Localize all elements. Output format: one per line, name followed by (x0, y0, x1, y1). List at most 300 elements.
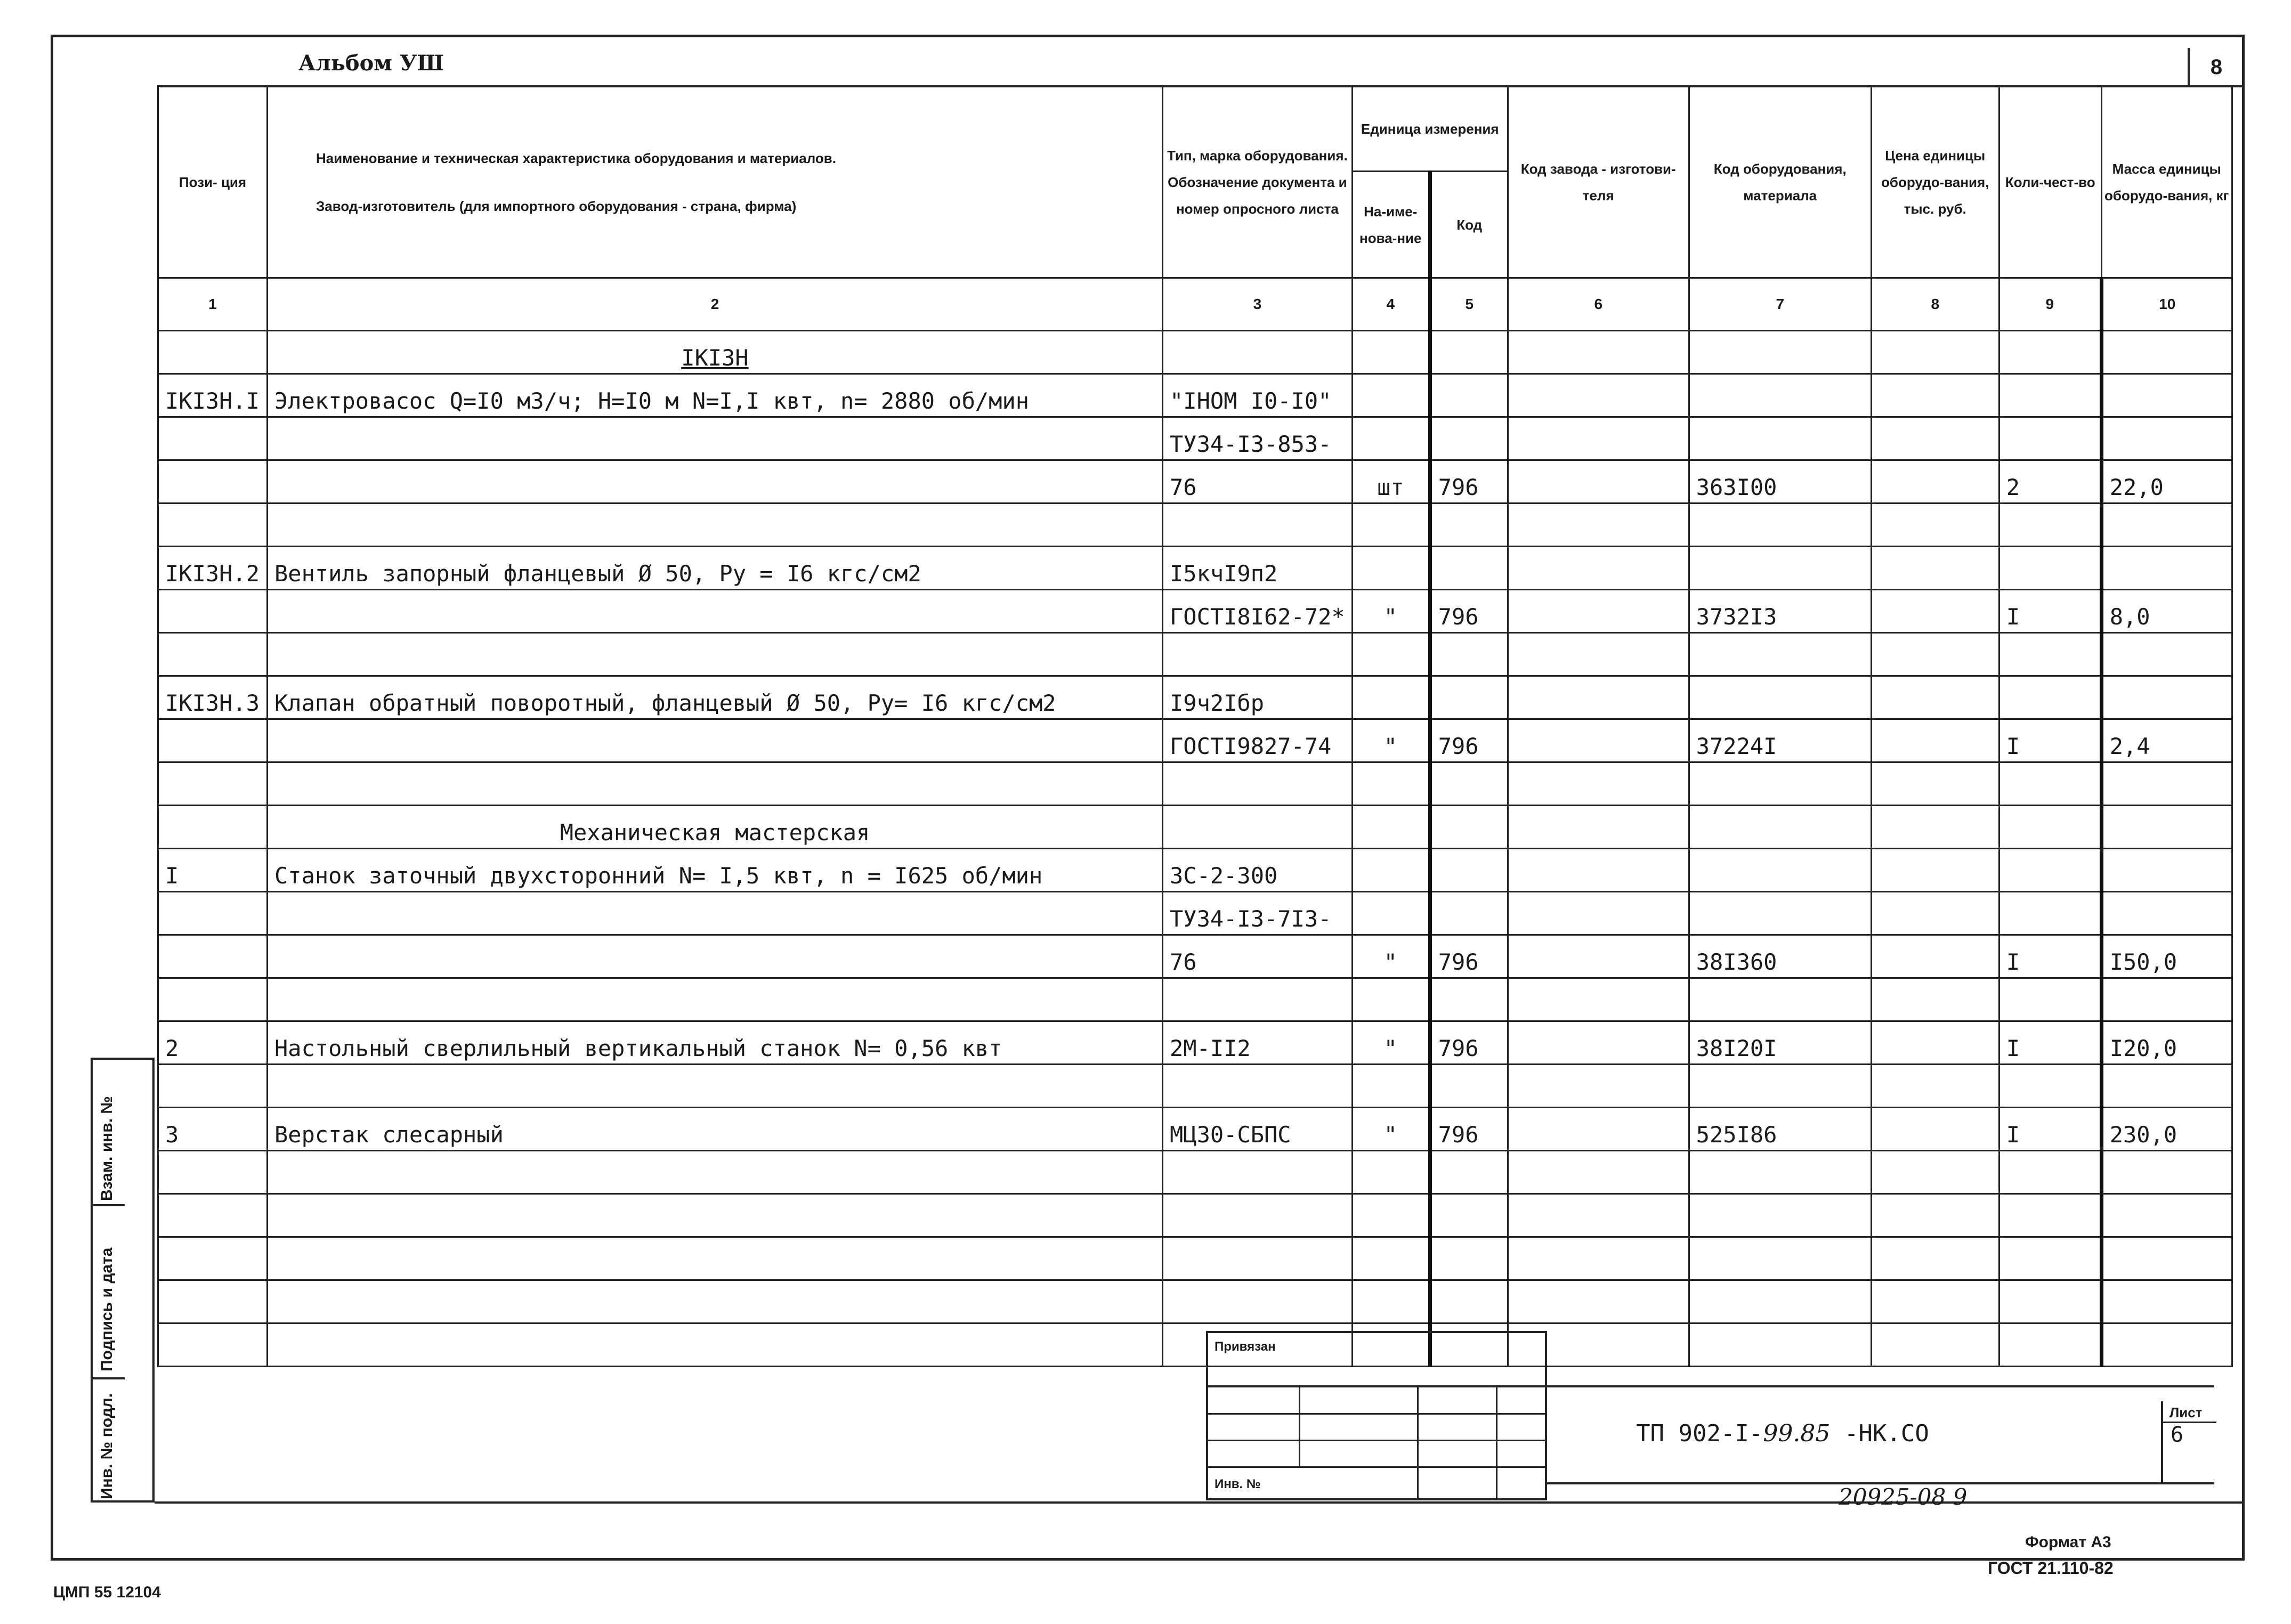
table-row (158, 633, 2232, 676)
equipment-code-cell (1689, 806, 1871, 849)
unit-code-cell (1430, 892, 1508, 935)
col-name-line2: Завод-изготовитель (для импортного оборудования - страна, фирма) (316, 198, 797, 214)
equipment-code-cell (1689, 978, 1871, 1021)
factory-code-cell (1508, 417, 1689, 460)
mass-cell: 230,0 (2101, 1108, 2232, 1151)
price-cell (1871, 1021, 1999, 1065)
gost-label: ГОСТ 21.110-82 (1988, 1558, 2114, 1578)
col-unit-code-header: Код (1430, 172, 1508, 278)
mass-cell (2101, 849, 2232, 892)
equipment-code-cell (1689, 892, 1871, 935)
quantity-cell (1999, 762, 2101, 806)
unit-code-cell (1430, 1065, 1508, 1108)
position-cell (158, 417, 268, 460)
type-cell (1163, 806, 1353, 849)
price-cell (1871, 892, 1999, 935)
unit-code-cell (1430, 1194, 1508, 1237)
name-cell (268, 1151, 1163, 1194)
mass-cell (2101, 676, 2232, 719)
quantity-cell (1999, 331, 2101, 374)
table-row (158, 806, 2232, 849)
type-cell (1163, 1065, 1353, 1108)
price-cell (1871, 806, 1999, 849)
factory-code-cell (1508, 1065, 1689, 1108)
unit-name-cell (1352, 1237, 1430, 1280)
type-cell (1163, 1194, 1353, 1237)
factory-code-cell (1508, 460, 1689, 504)
table-row (158, 719, 2232, 762)
side-vzam-label: Взам. инв. № (98, 1096, 116, 1201)
col-factory-header: Код завода - изготови-теля (1508, 86, 1689, 278)
quantity-cell (1999, 547, 2101, 590)
equipment-code-cell (1689, 762, 1871, 806)
table-row (158, 374, 2232, 417)
type-cell (1163, 504, 1353, 547)
name-cell (268, 1194, 1163, 1237)
list-label: Лист (2169, 1404, 2203, 1420)
unit-name-cell: шт (1352, 460, 1430, 504)
equipment-code-cell (1689, 374, 1871, 417)
price-cell (1871, 590, 1999, 633)
unit-name-cell (1352, 676, 1430, 719)
specification-table (157, 85, 2233, 1367)
name-cell (268, 978, 1163, 1021)
name-cell (268, 417, 1163, 460)
price-cell (1871, 1194, 1999, 1237)
cmp-label: ЦМП 55 12104 (53, 1584, 161, 1601)
factory-code-cell (1508, 331, 1689, 374)
side-vzam-cell (93, 1060, 125, 1206)
equipment-code-cell (1689, 331, 1871, 374)
price-cell (1871, 1108, 1999, 1151)
factory-code-cell (1508, 892, 1689, 935)
type-cell: 76 (1163, 935, 1353, 978)
unit-code-cell (1430, 633, 1508, 676)
unit-name-cell (1352, 1194, 1430, 1237)
factory-code-cell (1508, 719, 1689, 762)
name-cell: Настольный сверлильный вертикальный станок N= 0,56 квт (268, 1021, 1163, 1065)
column-number-row (158, 278, 2232, 331)
unit-code-cell (1430, 978, 1508, 1021)
position-cell (158, 1323, 268, 1367)
col-unit-header: Единица измерения (1352, 86, 1508, 172)
unit-name-cell (1352, 849, 1430, 892)
col-type-header: Тип, марка оборудования. Обозначение документа и номер опросного листа (1163, 86, 1353, 278)
price-cell (1871, 633, 1999, 676)
unit-name-cell (1352, 417, 1430, 460)
col-pos-header: Пози- ция (158, 86, 268, 278)
price-cell (1871, 547, 1999, 590)
position-cell: I (158, 849, 268, 892)
type-cell: ТУ34-I3-853- (1163, 417, 1353, 460)
equipment-code-cell (1689, 1194, 1871, 1237)
table-row (158, 1194, 2232, 1237)
column-number: 10 (2101, 278, 2232, 331)
table-row (158, 1323, 2232, 1367)
unit-code-cell (1430, 417, 1508, 460)
equipment-code-cell: 363I00 (1689, 460, 1871, 504)
factory-code-cell (1508, 935, 1689, 978)
price-cell (1871, 719, 1999, 762)
position-cell: 3 (158, 1108, 268, 1151)
factory-code-cell (1508, 633, 1689, 676)
quantity-cell (1999, 1237, 2101, 1280)
type-cell: 2М-II2 (1163, 1021, 1353, 1065)
unit-code-cell (1430, 1151, 1508, 1194)
side-podpis-cell (93, 1206, 125, 1379)
table-row (158, 1237, 2232, 1280)
price-cell (1871, 417, 1999, 460)
price-cell (1871, 374, 1999, 417)
stamp-inv-label: Инв. № (1215, 1477, 1261, 1491)
type-cell: ТУ34-I3-7I3- (1163, 892, 1353, 935)
unit-name-cell (1352, 978, 1430, 1021)
stamp-line-1 (1208, 1385, 1545, 1387)
col-name-header (268, 86, 1163, 278)
unit-name-cell: " (1352, 1108, 1430, 1151)
table-row (158, 547, 2232, 590)
column-number: 4 (1352, 278, 1430, 331)
side-stamp (91, 1058, 155, 1503)
col-qty-header: Коли-чест-во (1999, 86, 2101, 278)
unit-name-cell (1352, 374, 1430, 417)
position-cell (158, 806, 268, 849)
side-inv-label: Инв. № подл. (98, 1393, 116, 1499)
unit-name-cell (1352, 504, 1430, 547)
equipment-code-cell: 525I86 (1689, 1108, 1871, 1151)
unit-code-cell: 796 (1430, 935, 1508, 978)
table-row (158, 1021, 2232, 1065)
quantity-cell (1999, 1151, 2101, 1194)
unit-name-cell (1352, 547, 1430, 590)
name-cell: Клапан обратный поворотный, фланцевый Ø 50, Ру= I6 кгс/см2 (268, 676, 1163, 719)
privyazan-stamp (1206, 1331, 1547, 1500)
factory-code-cell (1508, 1280, 1689, 1323)
price-cell (1871, 1323, 1999, 1367)
unit-name-cell: " (1352, 719, 1430, 762)
type-cell (1163, 1237, 1353, 1280)
column-number: 5 (1430, 278, 1508, 331)
unit-name-cell: " (1352, 1021, 1430, 1065)
stamp-vline-1 (1299, 1385, 1300, 1466)
name-cell (268, 1237, 1163, 1280)
type-cell (1163, 331, 1353, 374)
name-cell (268, 1065, 1163, 1108)
position-cell: IKI3H.3 (158, 676, 268, 719)
equipment-code-cell: 38I20I (1689, 1021, 1871, 1065)
position-cell (158, 1280, 268, 1323)
mass-cell (2101, 633, 2232, 676)
unit-code-cell (1430, 547, 1508, 590)
table-row (158, 1108, 2232, 1151)
name-cell (268, 762, 1163, 806)
equipment-code-cell (1689, 1237, 1871, 1280)
doc-code-prefix: ТП 902-I- (1636, 1420, 1763, 1447)
quantity-cell (1999, 1194, 2101, 1237)
unit-name-cell (1352, 331, 1430, 374)
equipment-code-cell: 3732I3 (1689, 590, 1871, 633)
name-cell (268, 504, 1163, 547)
stamp-vline-3 (1496, 1385, 1497, 1498)
column-number: 7 (1689, 278, 1871, 331)
mass-cell (2101, 892, 2232, 935)
type-cell: "IНОМ I0-I0" (1163, 374, 1353, 417)
doc-code-number: 99.85 (1763, 1420, 1831, 1447)
side-podpis-label: Подпись и дата (98, 1247, 116, 1371)
mass-cell: I20,0 (2101, 1021, 2232, 1065)
type-cell (1163, 978, 1353, 1021)
factory-code-cell (1508, 806, 1689, 849)
sheet-mark: 8 (2188, 48, 2243, 86)
position-cell (158, 1065, 268, 1108)
equipment-code-cell: 37224I (1689, 719, 1871, 762)
position-cell (158, 719, 268, 762)
factory-code-cell (1508, 762, 1689, 806)
unit-code-cell: 796 (1430, 590, 1508, 633)
type-cell (1163, 762, 1353, 806)
position-cell (158, 1194, 268, 1237)
quantity-cell: I (1999, 935, 2101, 978)
doc-code-suffix: -НК.СО (1844, 1420, 1929, 1447)
price-cell (1871, 676, 1999, 719)
factory-code-cell (1508, 374, 1689, 417)
equipment-code-cell (1689, 1323, 1871, 1367)
price-cell (1871, 762, 1999, 806)
unit-name-cell (1352, 1065, 1430, 1108)
album-title: Альбом УШ (298, 51, 444, 76)
unit-code-cell (1430, 762, 1508, 806)
mass-cell (2101, 547, 2232, 590)
quantity-cell (1999, 978, 2101, 1021)
type-cell (1163, 1280, 1353, 1323)
quantity-cell (1999, 849, 2101, 892)
factory-code-cell (1508, 1194, 1689, 1237)
format-label: Формат А3 (2025, 1533, 2111, 1551)
equipment-code-cell (1689, 1151, 1871, 1194)
position-cell: IKI3H.I (158, 374, 268, 417)
quantity-cell (1999, 417, 2101, 460)
name-cell (268, 1323, 1163, 1367)
equipment-code-cell (1689, 1065, 1871, 1108)
type-cell: ГОСТI8I62-72* (1163, 590, 1353, 633)
name-cell (268, 633, 1163, 676)
name-cell (268, 719, 1163, 762)
table-row (158, 590, 2232, 633)
equipment-code-cell (1689, 417, 1871, 460)
factory-code-cell (1508, 547, 1689, 590)
col-name-line1: Наименование и техническая характеристика оборудования и материалов. (316, 150, 837, 166)
factory-code-cell (1508, 1108, 1689, 1151)
factory-code-cell (1508, 1151, 1689, 1194)
mass-cell (2101, 417, 2232, 460)
position-cell (158, 460, 268, 504)
name-cell (268, 460, 1163, 504)
mass-cell: 2,4 (2101, 719, 2232, 762)
name-cell: IKI3H (268, 331, 1163, 374)
column-number: 3 (1163, 278, 1353, 331)
col-mass-header: Масса единицы оборудо-вания, кг (2101, 86, 2232, 278)
unit-name-cell (1352, 1151, 1430, 1194)
column-number: 9 (1999, 278, 2101, 331)
unit-code-cell (1430, 331, 1508, 374)
mass-cell (2101, 1194, 2232, 1237)
type-cell: I5кчI9п2 (1163, 547, 1353, 590)
price-cell (1871, 1280, 1999, 1323)
quantity-cell (1999, 1065, 2101, 1108)
unit-code-cell: 796 (1430, 719, 1508, 762)
position-cell (158, 762, 268, 806)
factory-code-cell (1508, 1021, 1689, 1065)
mass-cell (2101, 978, 2232, 1021)
col-unit-name-header: На-име-нова-ние (1352, 172, 1430, 278)
price-cell (1871, 1237, 1999, 1280)
factory-code-cell (1508, 978, 1689, 1021)
position-cell (158, 1237, 268, 1280)
mass-cell (2101, 806, 2232, 849)
factory-code-cell (1508, 504, 1689, 547)
equipment-code-cell (1689, 504, 1871, 547)
order-number: 20925-08 9 (1839, 1484, 1968, 1510)
position-cell (158, 978, 268, 1021)
name-cell (268, 892, 1163, 935)
price-cell (1871, 504, 1999, 547)
mass-cell: I50,0 (2101, 935, 2232, 978)
quantity-cell: I (1999, 1108, 2101, 1151)
price-cell (1871, 1151, 1999, 1194)
unit-name-cell (1352, 806, 1430, 849)
equipment-code-cell (1689, 633, 1871, 676)
type-cell (1163, 1151, 1353, 1194)
unit-code-cell (1430, 849, 1508, 892)
quantity-cell: I (1999, 1021, 2101, 1065)
table-row (158, 762, 2232, 806)
type-cell: ГОСТI9827-74 (1163, 719, 1353, 762)
unit-name-cell: " (1352, 935, 1430, 978)
column-number: 8 (1871, 278, 1999, 331)
equipment-code-cell (1689, 1280, 1871, 1323)
equipment-code-cell: 38I360 (1689, 935, 1871, 978)
price-cell (1871, 849, 1999, 892)
list-box (2161, 1401, 2216, 1484)
quantity-cell (1999, 892, 2101, 935)
name-cell: Вентиль запорный фланцевый Ø 50, Ру = I6 кгс/см2 (268, 547, 1163, 590)
quantity-cell (1999, 504, 2101, 547)
unit-code-cell (1430, 676, 1508, 719)
mass-cell (2101, 1237, 2232, 1280)
name-cell (268, 935, 1163, 978)
column-number: 1 (158, 278, 268, 331)
table-row (158, 849, 2232, 892)
factory-code-cell (1508, 590, 1689, 633)
column-number: 6 (1508, 278, 1689, 331)
quantity-cell (1999, 806, 2101, 849)
mass-cell (2101, 762, 2232, 806)
stamp-line-2 (1208, 1413, 1545, 1415)
equipment-code-cell (1689, 547, 1871, 590)
stamp-line-4 (1208, 1466, 1545, 1468)
factory-code-cell (1508, 1237, 1689, 1280)
type-cell: 3С-2-300 (1163, 849, 1353, 892)
position-cell: 2 (158, 1021, 268, 1065)
mass-cell (2101, 331, 2232, 374)
equipment-code-cell (1689, 849, 1871, 892)
quantity-cell (1999, 676, 2101, 719)
position-cell (158, 633, 268, 676)
position-cell (158, 892, 268, 935)
unit-name-cell: " (1352, 590, 1430, 633)
mass-cell (2101, 1065, 2232, 1108)
unit-name-cell (1352, 762, 1430, 806)
unit-code-cell: 796 (1430, 460, 1508, 504)
mass-cell: 8,0 (2101, 590, 2232, 633)
document-code (1636, 1420, 1929, 1447)
price-cell (1871, 935, 1999, 978)
side-inv-cell (93, 1379, 125, 1503)
privyazan-label: Привязан (1215, 1339, 1276, 1354)
table-row (158, 504, 2232, 547)
name-cell: Механическая мастерская (268, 806, 1163, 849)
price-cell (1871, 1065, 1999, 1108)
table-row (158, 460, 2232, 504)
unit-code-cell: 796 (1430, 1021, 1508, 1065)
type-cell (1163, 633, 1353, 676)
table-row (158, 978, 2232, 1021)
unit-name-cell (1352, 892, 1430, 935)
quantity-cell (1999, 374, 2101, 417)
type-cell: МЦ30-СБПС (1163, 1108, 1353, 1151)
name-cell: Верстак слесарный (268, 1108, 1163, 1151)
list-value: 6 (2171, 1423, 2184, 1447)
stamp-vline-2 (1417, 1385, 1419, 1498)
table-row (158, 676, 2232, 719)
unit-code-cell (1430, 1280, 1508, 1323)
mass-cell (2101, 1151, 2232, 1194)
unit-code-cell (1430, 374, 1508, 417)
unit-code-cell (1430, 1237, 1508, 1280)
name-cell: Электровасос Q=I0 м3/ч; H=I0 м N=I,I квт, n= 2880 об/мин (268, 374, 1163, 417)
position-cell (158, 935, 268, 978)
mass-cell (2101, 1280, 2232, 1323)
table-row (158, 417, 2232, 460)
column-number: 2 (268, 278, 1163, 331)
factory-code-cell (1508, 849, 1689, 892)
equipment-code-cell (1689, 676, 1871, 719)
price-cell (1871, 978, 1999, 1021)
price-cell (1871, 331, 1999, 374)
quantity-cell (1999, 1323, 2101, 1367)
mass-cell (2101, 1323, 2232, 1367)
table-row (158, 1151, 2232, 1194)
type-cell: I9ч2Iбр (1163, 676, 1353, 719)
unit-name-cell (1352, 1280, 1430, 1323)
mass-cell (2101, 504, 2232, 547)
col-code-header: Код оборудования, материала (1689, 86, 1871, 278)
stamp-line-3 (1208, 1440, 1545, 1441)
quantity-cell: I (1999, 590, 2101, 633)
name-cell (268, 590, 1163, 633)
table-row (158, 331, 2232, 374)
table-row (158, 892, 2232, 935)
price-cell (1871, 460, 1999, 504)
unit-code-cell: 796 (1430, 1108, 1508, 1151)
quantity-cell: 2 (1999, 460, 2101, 504)
position-cell (158, 590, 268, 633)
col-price-header: Цена единицы оборудо-вания, тыс. руб. (1871, 86, 1999, 278)
mass-cell (2101, 374, 2232, 417)
factory-code-cell (1508, 676, 1689, 719)
type-cell: 76 (1163, 460, 1353, 504)
table-row (158, 1280, 2232, 1323)
